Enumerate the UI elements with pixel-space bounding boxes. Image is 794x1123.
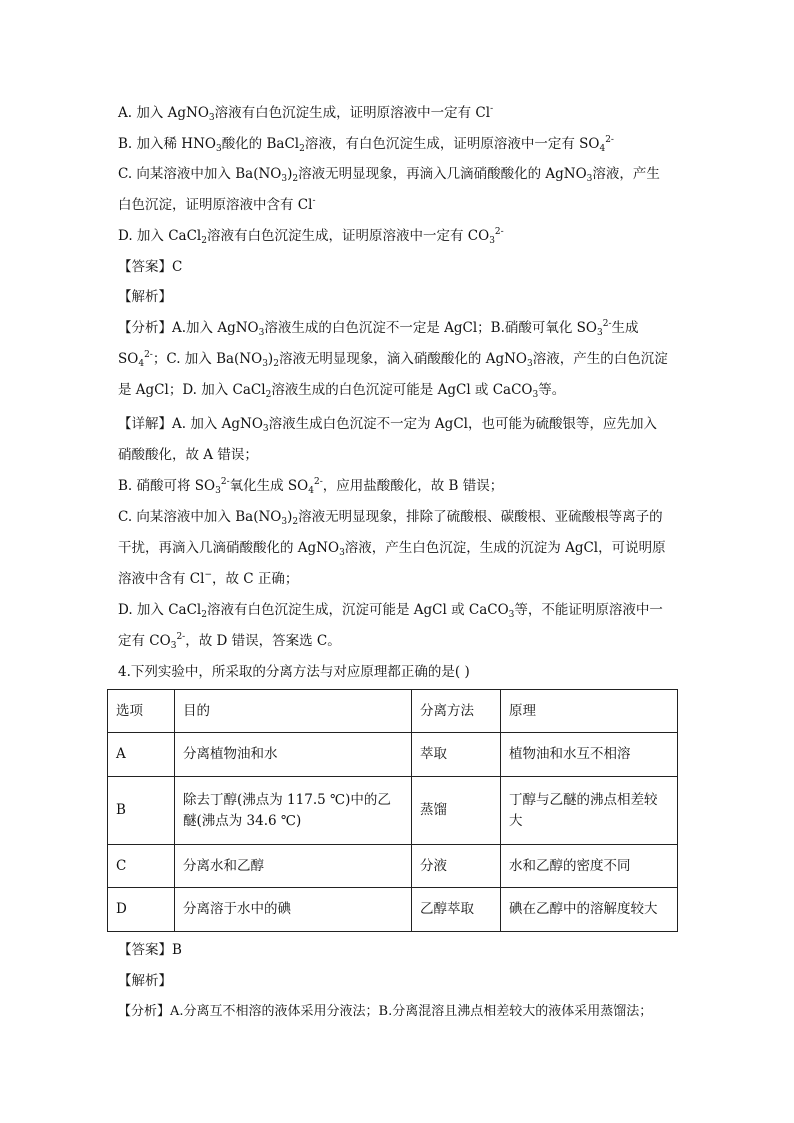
row-goal: 分离溶于水中的碘 (175, 888, 412, 932)
fenxi-line2: $SO_4^{2-}$；C. 加入 $Ba(NO_3)_2$溶液无明显现象，滴入硝酸酸化的 AgNO$_3$溶液，产生的白色沉淀 (118, 350, 668, 369)
xiangjie-line1: 【详解】A. 加入 AgNO$_3$溶液生成白色沉淀不一定为 AgCl，也可能为硫酸银等，应先加入 (118, 416, 657, 434)
xiangjie-c-line2: 干扰，再滴入几滴硝酸酸化的 AgNO$_3$溶液，产生白色沉淀，生成的沉淀为 AgCl，可说明原 (118, 540, 666, 558)
row-option: D (108, 888, 175, 932)
row-method: 乙醇萃取 (412, 888, 501, 932)
fenxi-line3: 是 AgCl；D. 加入 CaCl$_2$溶液生成的白色沉淀可能是 AgCl 或 CaCO$_3$等。 (118, 382, 566, 400)
xiangjie-b: B. 硝酸可将 $SO_3^{2-}$氧化生成 $SO_4^{2-}$，应用盐酸酸化，故 B 错误； (118, 477, 504, 496)
option-c-line1: C. 向某溶液中加入 $Ba(NO_3)_2$溶液无明显现象，再滴入几滴硝酸酸化的 AgNO$_3$溶液，产生 (118, 166, 660, 184)
header-principle: 原理 (501, 690, 678, 733)
xiangjie-line2: 硝酸酸化，故 A 错误； (118, 447, 258, 463)
option-b: B. 加入稀 $HNO_3$酸化的 BaCl$_2$溶液，有白色沉淀生成，证明原溶液中一定有 $SO_4^{2-}$ (118, 135, 614, 154)
row-goal: 分离植物油和水 (175, 733, 412, 777)
table-row (108, 845, 678, 888)
option-a: A. 加入 AgNO$_3$溶液有白色沉淀生成，证明原溶液中一定有 Cl- (118, 104, 494, 123)
fenxi-line1: 【分析】A.加入 AgNO$_3$溶液生成的白色沉淀不一定是 AgCl；B.硝酸可氧化 $SO_3^{2-}$生成 (118, 319, 639, 338)
question-4: 4.下列实验中，所采取的分离方法与对应原理都正确的是( ) (118, 664, 470, 680)
row-principle: 植物油和水互不相溶 (501, 733, 678, 777)
table-row (108, 777, 678, 845)
option-c-line2: 白色沉淀，证明原溶液中含有 Cl- (118, 196, 316, 213)
header-goal: 目的 (175, 690, 412, 733)
row-principle: 丁醇与乙醚的沸点相差较大 (501, 777, 678, 845)
row-method: 蒸馏 (412, 777, 501, 845)
option-d: D. 加入 CaCl$_2$溶液有白色沉淀生成，证明原溶液中一定有 $CO_3^{2-}$ (118, 227, 504, 246)
table-row (108, 888, 678, 932)
fenxi-4: 【分析】A.分离互不相溶的液体采用分液法；B.分离混溶且沸点相差较大的液体采用蒸馏法； (118, 1004, 653, 1019)
xiangjie-c-line3: 溶液中含有 Cl−，故 C 正确； (118, 570, 299, 587)
row-option: C (108, 845, 175, 888)
row-principle: 碘在乙醇中的溶解度较大 (501, 888, 678, 932)
row-option: B (108, 777, 175, 845)
table-header-row (108, 690, 678, 733)
table-row (108, 733, 678, 777)
header-option: 选项 (108, 690, 175, 733)
row-principle: 水和乙醇的密度不同 (501, 845, 678, 888)
answer-4: 【答案】B (118, 942, 182, 958)
xiangjie-d-line2: 定有 $CO_3^{2-}$，故 D 错误，答案选 C。 (118, 632, 341, 651)
row-goal: 除去丁醇(沸点为 117.5 ℃)中的乙醚(沸点为 34.6 ℃) (175, 777, 412, 845)
analysis-heading-3: 【解析】 (118, 289, 172, 305)
analysis-heading-4: 【解析】 (118, 973, 172, 989)
separation-table (107, 689, 678, 932)
answer-3: 【答案】C (118, 259, 183, 275)
xiangjie-c-line1: C. 向某溶液中加入 $Ba(NO_3)_2$溶液无明显现象，排除了硫酸根、碳酸根、亚硫酸根等离子的 (118, 509, 663, 527)
row-method: 萃取 (412, 733, 501, 777)
header-method: 分离方法 (412, 690, 501, 733)
row-option: A (108, 733, 175, 777)
row-method: 分液 (412, 845, 501, 888)
xiangjie-d-line1: D. 加入 CaCl$_2$溶液有白色沉淀生成，沉淀可能是 AgCl 或 CaCO$_3$等，不能证明原溶液中一 (118, 602, 663, 620)
row-goal: 分离水和乙醇 (175, 845, 412, 888)
